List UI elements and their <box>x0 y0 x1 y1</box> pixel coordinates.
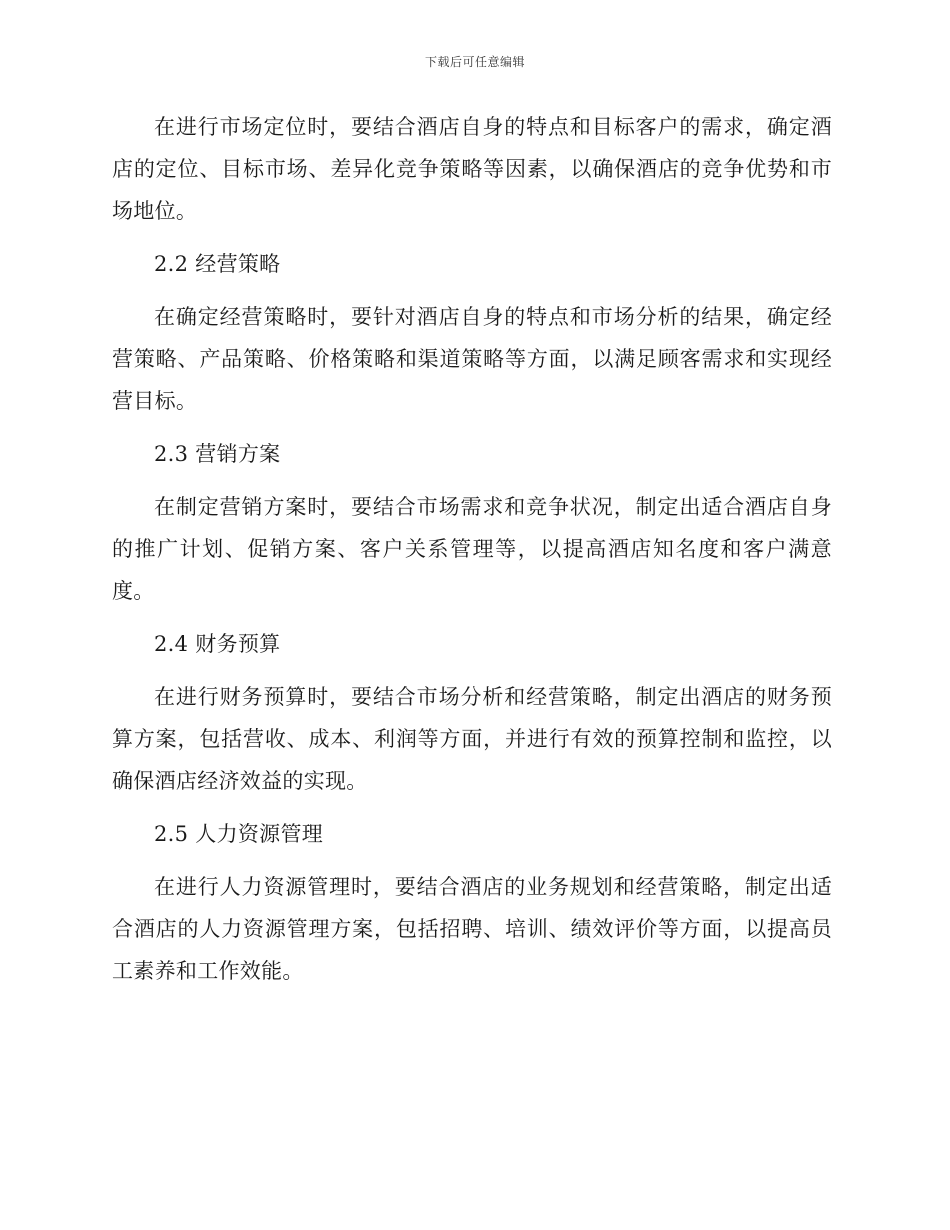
paragraph-financial-budget: 在进行财务预算时，要结合市场分析和经营策略，制定出酒店的财务预算方案，包括营收、成本、利润等方面，并进行有效的预算控制和监控，以确保酒店经济效益的实现。 <box>112 685 832 793</box>
section-heading-human-resources: 2.5 人力资源管理 <box>154 822 324 846</box>
paragraph-operating-strategy: 在确定经营策略时，要针对酒店自身的特点和市场分析的结果，确定经营策略、产品策略、价格策略和渠道策略等方面，以满足顾客需求和实现经营目标。 <box>112 305 832 413</box>
paragraph-marketing-plan: 在制定营销方案时，要结合市场需求和竞争状况，制定出适合酒店自身的推广计划、促销方案、客户关系管理等，以提高酒店知名度和客户满意度。 <box>112 495 832 603</box>
section-heading-marketing-plan: 2.3 营销方案 <box>154 442 281 466</box>
section-heading-operating-strategy: 2.2 经营策略 <box>154 252 281 276</box>
paragraph-human-resources: 在进行人力资源管理时，要结合酒店的业务规划和经营策略，制定出适合酒店的人力资源管理方案，包括招聘、培训、绩效评价等方面，以提高员工素养和工作效能。 <box>112 875 832 983</box>
document-body <box>112 106 832 1003</box>
page-header: 下载后可任意编辑 <box>424 55 525 69</box>
section-heading-financial-budget: 2.4 财务预算 <box>154 632 281 656</box>
paragraph-market-positioning: 在进行市场定位时，要结合酒店自身的特点和目标客户的需求，确定酒店的定位、目标市场、差异化竞争策略等因素，以确保酒店的竞争优势和市场地位。 <box>112 115 832 223</box>
